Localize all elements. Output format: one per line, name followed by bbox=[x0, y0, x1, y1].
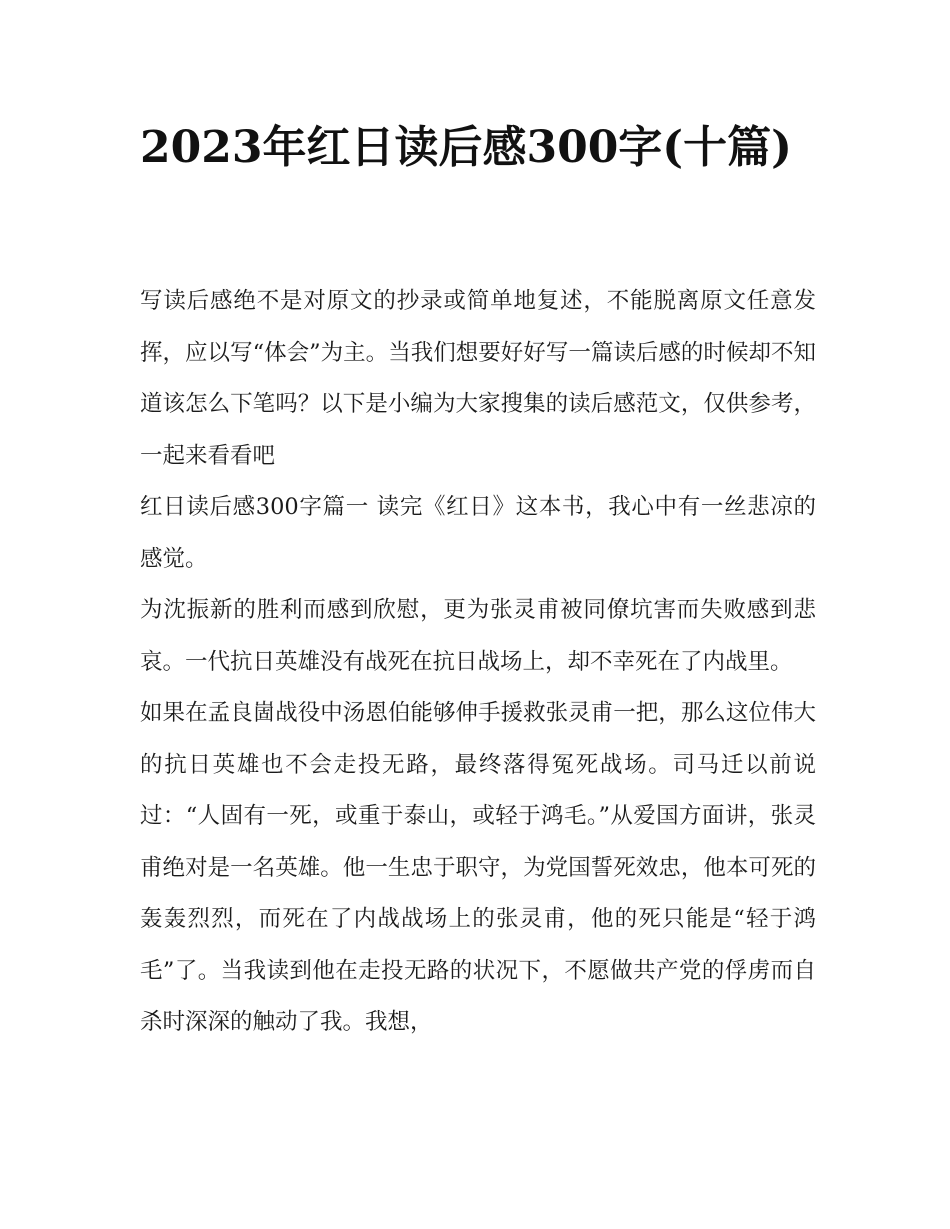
paragraph-intro: 写读后感绝不是对原文的抄录或简单地复述，不能脱离原文任意发挥，应以写“体会”为主。当我们想要好好写一篇读后感的时候却不知道该怎么下笔吗？以下是小编为大家搜集的读后感范文，仅供参考，一起来看看吧 bbox=[140, 288, 816, 469]
paragraph-3: 如果在孟良崮战役中汤恩伯能够伸手援救张灵甫一把，那么这位伟大的抗日英雄也不会走投无路，最终落得冤死战场。司马迁以前说过：“人固有一死，或重于泰山，或轻于鸿毛。”从爱国方面讲，张灵甫绝对是一名英雄。他一生忠于职守，为党国誓死效忠，他本可死的轰轰烈烈，而死在了内战战场上的张灵甫，他的死只能是“轻于鸿毛”了。当我读到他在走投无路的状况下，不愿做共产党的俘虏而自杀时深深的触动了我。我想， bbox=[140, 700, 816, 1035]
document-title: 2023年红日读后感300字(十篇) bbox=[140, 122, 792, 173]
document-body bbox=[140, 276, 816, 1049]
paragraph-2: 为沈振新的胜利而感到欣慰，更为张灵甫被同僚坑害而失败感到悲哀。一代抗日英雄没有战死在抗日战场上，却不幸死在了内战里。 bbox=[140, 597, 816, 675]
paragraph-1: 红日读后感300字篇一 读完《红日》这本书，我心中有一丝悲凉的感觉。 bbox=[140, 494, 816, 572]
